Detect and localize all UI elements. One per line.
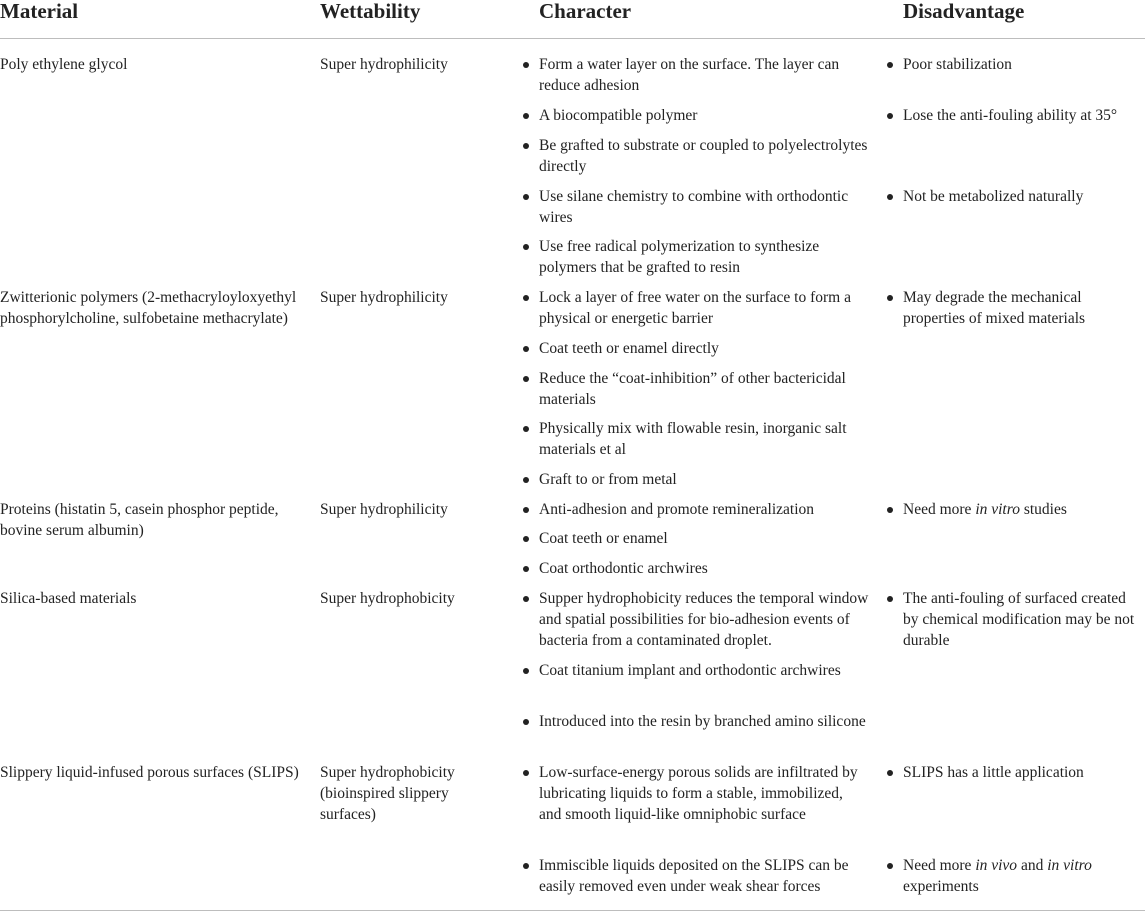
character-item: Be grafted to substrate or coupled to polyelectrolytes directly <box>539 137 868 175</box>
disadvantage-item: The anti-fouling of surfaced created by chemical modification may be not durable <box>903 588 1145 651</box>
character-item: Form a water layer on the surface. The layer can reduce adhesion <box>539 54 869 96</box>
disadvantage-text: Need more <box>903 857 976 874</box>
character-item: Immiscible liquids deposited on the SLIPS can be easily removed even under weak shear forces <box>539 855 869 897</box>
character-item: Lock a layer of free water on the surface to form a physical or energetic barrier <box>539 287 869 329</box>
character-item: Graft to or from metal <box>539 469 869 490</box>
character-item: Introduced into the resin by branched amino silicone <box>539 711 869 732</box>
disadvantage-item: SLIPS has a little application <box>903 762 1145 783</box>
header-material: Material <box>0 0 79 23</box>
header-disadvantage: Disadvantage <box>903 0 1025 23</box>
character-item: Anti-adhesion and promote remineralization <box>539 499 869 520</box>
wettability-cell: Super hydrophobicity (bioinspired slippery surfaces) <box>320 764 455 823</box>
character-item: Coat teeth or enamel <box>539 528 869 549</box>
character-item: Low-surface-energy porous solids are infiltrated by lubricating liquids to form a stable, immobilized, and smooth liquid-like omniphobic surface <box>539 762 869 825</box>
wettability-cell: Super hydrophilicity <box>320 289 448 306</box>
character-item: Use free radical polymerization to synthesize polymers that be grafted to resin <box>539 236 869 278</box>
character-item: Physically mix with flowable resin, inorganic salt materials et al <box>539 418 869 460</box>
material-cell: Slippery liquid-infused porous surfaces (SLIPS) <box>0 764 299 781</box>
material-cell: Proteins (histatin 5, casein phosphor peptide, bovine serum albumin) <box>0 501 279 539</box>
disadvantage-text: Need more <box>903 501 976 518</box>
character-item: A biocompatible polymer <box>539 105 869 126</box>
disadvantage-text: studies <box>1019 501 1067 518</box>
character-item: Coat orthodontic archwires <box>539 558 869 579</box>
disadvantage-emphasis: in vitro <box>975 501 1020 518</box>
disadvantage-item: Poor stabilization <box>903 54 1145 75</box>
character-item: Reduce the “coat-inhibition” of other bactericidal materials <box>539 368 869 410</box>
character-item: Use silane chemistry to combine with orthodontic wires <box>539 186 869 228</box>
table-bottom-rule <box>0 910 1145 911</box>
disadvantage-item: Not be metabolized naturally <box>903 186 1145 207</box>
disadvantage-text: and <box>1017 857 1048 874</box>
header-wettability: Wettability <box>320 0 421 23</box>
disadvantage-text: experiments <box>903 878 979 895</box>
disadvantage-item: May degrade the mechanical properties of mixed materials <box>903 287 1145 329</box>
material-cell: Zwitterionic polymers (2-methacryloyloxyethyl phosphorylcholine, sulfobetaine methacrylate) <box>0 289 297 327</box>
material-cell: Poly ethylene glycol <box>0 56 128 73</box>
wettability-cell: Super hydrophilicity <box>320 56 448 73</box>
wettability-cell: Super hydrophobicity <box>320 590 455 607</box>
disadvantage-item: Lose the anti-fouling ability at 35° <box>903 105 1145 126</box>
wettability-cell: Super hydrophilicity <box>320 501 448 518</box>
material-cell: Silica-based materials <box>0 590 137 607</box>
disadvantage-emphasis: in vivo <box>975 857 1018 874</box>
disadvantage-item <box>903 855 1145 897</box>
character-item: Supper hydrophobicity reduces the temporal window and spatial possibilities for bio-adhesion events of bacteria from a contaminated droplet. <box>539 590 869 649</box>
character-item: Coat teeth or enamel directly <box>539 338 869 359</box>
disadvantage-emphasis: in vitro <box>1047 857 1092 874</box>
disadvantage-item <box>903 499 1145 520</box>
table-header <box>0 0 1145 39</box>
header-character: Character <box>539 0 632 23</box>
character-item: Coat titanium implant and orthodontic archwires <box>539 660 869 681</box>
